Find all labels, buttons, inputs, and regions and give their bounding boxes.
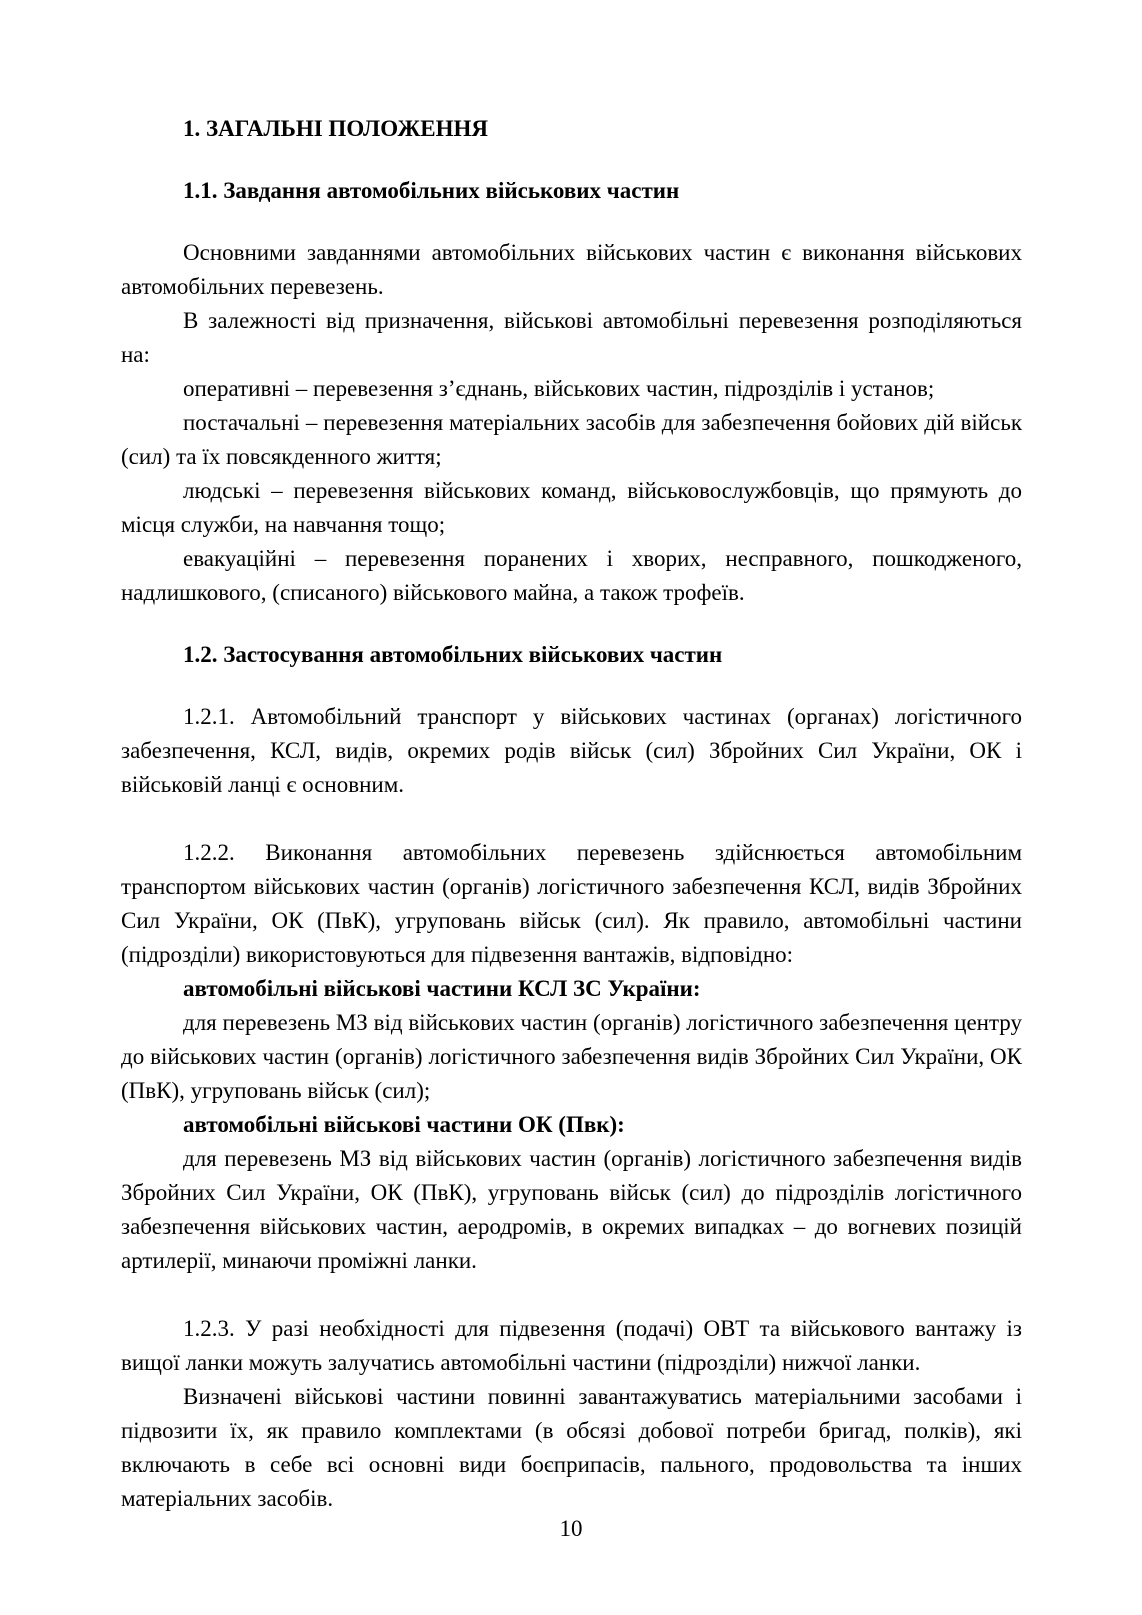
paragraph-final: Визначені військові частини повинні завантажуватись матеріальними засобами і підвозити їх, як правило комплектами (в обсязі добової потреби бригад, полків), які включають в себе всі основні види боєприпасів, пального, продовольства та інших матеріальних засобів.	[121, 1384, 1022, 1511]
page-number: 10	[559, 1516, 583, 1541]
paragraph: людські – перевезення військових команд, військовослужбовців, що прямують до місця служби, на навчання тощо;	[121, 478, 1022, 537]
section-heading-1-1: 1.1. Завдання автомобільних військових частин	[183, 178, 680, 203]
paragraph-1-2-3: 1.2.3. У разі необхідності для підвезення (подачі) ОВТ та військового вантажу із вищої ланки можуть залучатись автомобільні частини (підрозділи) нижчої ланки.	[121, 1316, 1022, 1375]
subheading-ksl: автомобільні військові частини КСЛ ЗС України:	[183, 976, 701, 1001]
paragraph: евакуаційні – перевезення поранених і хворих, несправного, пошкодженого, надлишкового, (списаного) військового майна, а також трофеїв.	[121, 546, 1022, 605]
subheading-ok: автомобільні військові частини ОК (Пвк):	[183, 1112, 625, 1137]
page-content	[121, 112, 1022, 1516]
paragraph-ksl: для перевезень МЗ від військових частин (органів) логістичного забезпечення центру до військових частин (органів) логістичного забезпечення видів Збройних Сил України, ОК (ПвК), угруповань військ (сил);	[121, 1010, 1022, 1103]
chapter-heading: 1. ЗАГАЛЬНІ ПОЛОЖЕННЯ	[183, 116, 488, 141]
paragraph: В залежності від призначення, військові автомобільні перевезення розподіляються на:	[121, 308, 1022, 367]
paragraph: Основними завданнями автомобільних військових частин є виконання військових автомобільних перевезень.	[121, 240, 1022, 299]
paragraph-ok: для перевезень МЗ від військових частин (органів) логістичного забезпечення видів Збройних Сил України, ОК (ПвК), угруповань військ (сил) до підрозділів логістичного забезпечення військових частин, аеродромів, в окремих випадках – до вогневих позицій артилерії, минаючи проміжні ланки.	[121, 1146, 1022, 1273]
paragraph-1-2-2: 1.2.2. Виконання автомобільних перевезень здійснюється автомобільним транспортом військових частин (органів) логістичного забезпечення КСЛ, видів Збройних Сил України, ОК (ПвК), угруповань військ (сил). Як правило, автомобільні частини (підрозділи) використовуються для підвезення вантажів, відповідно:	[121, 840, 1022, 967]
paragraph: оперативні – перевезення з’єднань, військових частин, підрозділів і установ;	[183, 376, 935, 401]
paragraph: постачальні – перевезення матеріальних засобів для забезпечення бойових дій військ (сил) та їх повсякденного життя;	[121, 410, 1022, 469]
section-heading-1-2: 1.2. Застосування автомобільних військових частин	[183, 642, 723, 667]
paragraph-1-2-1: 1.2.1. Автомобільний транспорт у військових частинах (органах) логістичного забезпечення, КСЛ, видів, окремих родів військ (сил) Збройних Сил України, ОК і військовій ланці є основним.	[121, 704, 1022, 797]
